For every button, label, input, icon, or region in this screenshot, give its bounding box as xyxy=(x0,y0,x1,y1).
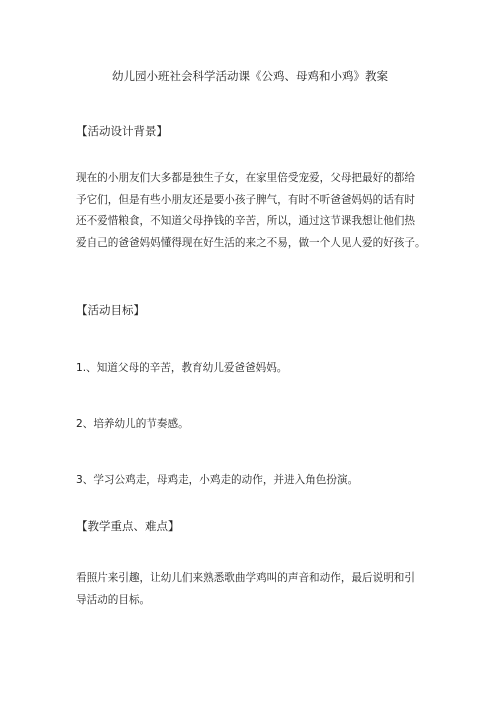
document-title: 幼儿园小班社会科学活动课《公鸡、母鸡和小鸡》教案 xyxy=(112,69,388,83)
paragraph-line: 看照片来引趣，让幼儿们来熟悉歌曲学鸡叫的声音和动作，最后说明和引 xyxy=(76,572,415,584)
goal-item xyxy=(76,473,358,487)
paragraph-line: 现在的小朋友们大多都是独生子女，在家里倍受宠爱，父母把最好的都给 xyxy=(76,172,415,184)
key-points-paragraph xyxy=(76,568,436,611)
goal-item xyxy=(76,361,287,375)
section-heading-key-points: 【教学重点、难点】 xyxy=(76,519,180,533)
paragraph-line: 爱自己的爸爸妈妈懂得现在好生活的来之不易，做一个人见人爱的好孩子。 xyxy=(76,236,426,249)
section-heading-background: 【活动设计背景】 xyxy=(76,124,168,138)
section-heading-goals: 【活动目标】 xyxy=(76,303,145,317)
goal-text: 、培养幼儿的节奏感。 xyxy=(82,418,189,430)
goal-text: 、知道父母的辛苦，教育幼儿爱爸爸妈妈。 xyxy=(86,362,288,374)
background-paragraph xyxy=(76,168,436,254)
paragraph-line: 予它们，但是有些小朋友还是要小孩子脾气，有时不听爸爸妈妈的话有时 xyxy=(76,193,415,206)
goal-number: 1. xyxy=(76,362,87,374)
paragraph-line: 还不爱惜粮食，不知道父母挣钱的辛苦，所以，通过这节课我想让他们热 xyxy=(76,215,415,227)
goal-number: 2 xyxy=(76,418,83,430)
goal-text: 、学习公鸡走，母鸡走，小鸡走的动作，并进入角色扮演。 xyxy=(82,474,359,486)
paragraph-line: 导活动的目标。 xyxy=(76,593,151,606)
goal-item xyxy=(76,417,189,431)
goal-number: 3 xyxy=(76,474,83,486)
